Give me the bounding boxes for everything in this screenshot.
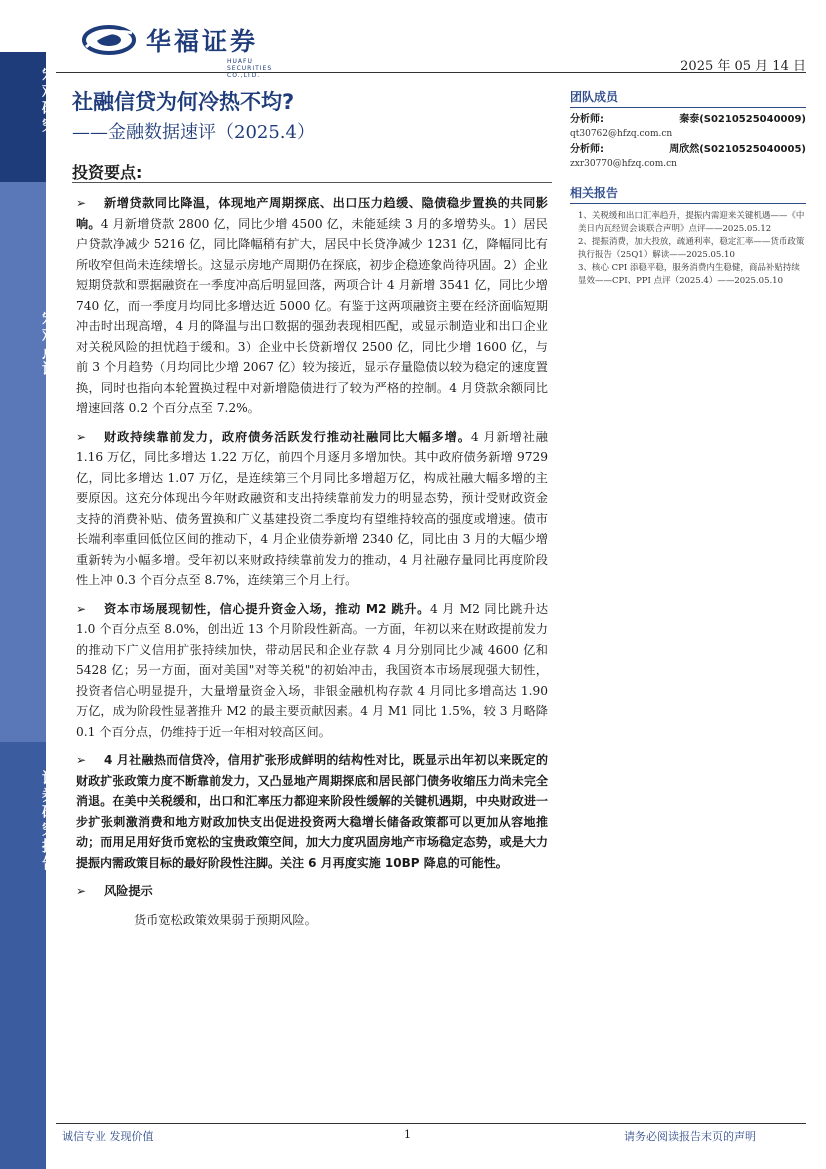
sidebar-tag-research: 宏观研究	[40, 66, 58, 134]
arrow-icon: ➢	[76, 601, 87, 616]
analyst-role: 分析师:	[570, 144, 604, 155]
related-report-item[interactable]: 3、核心 CPI 添稳平稳，服务消费内生稳健，商品补贴持续显效——CPI、PPI 点评（2025.4）——2025.05.10	[578, 263, 800, 286]
page-subtitle: ——金融数据速评（2025.4）	[72, 122, 315, 143]
analyst-row	[570, 142, 806, 157]
sidebar-tag-comment: 宏观点评	[40, 310, 58, 378]
analyst-name: 秦泰(S0210525040009)	[679, 114, 806, 125]
summary-divider	[72, 182, 552, 183]
risk-heading	[72, 881, 548, 902]
brand-name: 华福证券	[146, 27, 259, 56]
logo-mark-icon	[82, 25, 136, 55]
analyst-name: 周欣然(S0210525040005)	[669, 144, 806, 155]
summary-heading: 投资要点:	[72, 163, 143, 182]
point-lead: 财政持续靠前发力，政府债务活跃发行推动社融同比大幅多增。	[104, 429, 471, 444]
analyst-role: 分析师:	[570, 114, 604, 125]
point-2	[72, 427, 548, 591]
footer-divider	[56, 1123, 806, 1124]
related-report-item[interactable]: 2、提振消费，加大投放，疏通利率，稳定汇率——货币政策执行报告（25Q1）解读——2025.05.10	[578, 237, 805, 260]
related-reports-list	[570, 210, 806, 288]
report-date: 2025 年 05 月 14 日	[680, 59, 806, 74]
risk-heading-text: 风险提示	[104, 884, 153, 898]
sidebar-block-mid	[0, 182, 46, 742]
point-lead: 新增贷款同比降温，体现地产周期探底、出口压力趋缓、隐债稳步置换的共同影响。	[76, 196, 548, 231]
analyst-list	[570, 112, 806, 172]
point-body: 4 月 M2 同比跳升达 1.0 个百分点至 8.0%，创出近 13 个月阶段性新高。一方面，年初以来在财政提前发力的推动下广义信用扩张持续加快，带动居民和企业存款 4 月分别同比少减 4600 亿和 5428 亿；另一方面，面对美国"对等关税"的初始冲击，我国资本市场展现强大韧性，投资者信心明显提升，大量增量资金入场，非银金融机构存款 4 月同比多增高达 1.90 万亿，成为阶段性显著推升 M2 的最主要贡献因素。4 月 M1 同比 1.5%，较 3 月略降 0.1 个百分点，仍维持于近一年相对较高区间。	[76, 601, 549, 739]
analyst-email[interactable]: zxr30770@hfzq.com.cn	[570, 159, 677, 169]
analyst-email[interactable]: qt30762@hfzq.com.cn	[570, 129, 673, 139]
risk-text: 货币宽松政策效果弱于预期风险。	[134, 912, 317, 927]
footer-disclaimer: 请务必阅读报告末页的声明	[624, 1130, 756, 1143]
footer-slogan: 诚信专业 发现价值	[62, 1130, 154, 1143]
point-body: 4 月新增贷款 2800 亿，同比少增 4500 亿，未能延续 3 月的多增势头。1）居民户贷款净减少 5216 亿，同比降幅稍有扩大，居民中长贷净减少 1231 亿，降幅同比有所收窄但尚未连续增长。这显示房地产周期仍在探底，初步企稳迹象尚待巩固。2）企业短期贷款和票据融资在一季度冲高后明显回落，两项合计 4 月新增 3541 亿，同比少增 740 亿，而一季度月均同比多增达近 5000 亿。有鉴于这两项融资主要在经济面临短期冲击时出现高增，4 月的降温与出口数据的强劲表现相匹配，或显示制造业和出口企业对关税风险的担忧趋于缓和。3）企业中长贷新增仅 2500 亿，同比少增 1600 亿，与前 3 个月趋势（月均同比少增 2067 亿）较为接近，显示存量隐债以较为稳定的速度置换，同时也指向本轮置换过程中对新增隐债进行了较为严格的控制。4 月贷款余额同比增速回落 0.2 个百分点至 7.2%。	[76, 216, 548, 415]
sidebar-tag-report: 证券研究报告	[40, 770, 58, 872]
analyst-row	[570, 112, 806, 127]
point-1	[72, 193, 548, 419]
point-body: 4 月新增社融 1.16 万亿，同比多增达 1.22 万亿，前四个月逐月多增加快。其中政府债务新增 9729 亿，同比多增达 1.07 万亿，是连续第三个月同比多增超万亿，构成社融大幅多增的主要原因。这充分体现出今年财政融资和支出持续靠前发力的明显态势，预计受财政资金支持的消费补贴、债务置换和广义基建投资二季度均有望维持较高的强度或增速。债市长端利率重回低位区间的推动下，4 月企业债券新增 2340 亿，同比由 3 月的大幅少增重新转为小幅多增。受年初以来财政持续靠前发力的推动，4 月社融存量同比再度阶段性上冲 0.3 个百分点至 8.7%，连续第三个月上行。	[76, 429, 548, 587]
page-title: 社融信贷为何冷热不均?	[72, 90, 295, 114]
arrow-icon: ➢	[76, 884, 87, 898]
brand-name-en: HUAFU SECURITIES CO.,LTD.	[227, 58, 273, 79]
arrow-icon: ➢	[76, 196, 87, 210]
related-report-item[interactable]: 1、关税缓和出口汇率趋升，提振内需迎来关键机遇——《中美日内瓦经贸会谈联合声明》点评——2025.05.12	[578, 211, 805, 234]
arrow-icon: ➢	[76, 429, 87, 444]
point-lead: 资本市场展现韧性，信心提升资金入场，推动 M2 跳升。	[104, 601, 430, 616]
related-reports-heading: 相关报告	[570, 184, 806, 204]
point-3	[72, 599, 548, 743]
arrow-icon: ➢	[76, 753, 87, 767]
right-panel	[570, 88, 806, 288]
team-heading: 团队成员	[570, 88, 806, 108]
page-number: 1	[404, 1128, 411, 1141]
brand-logo	[82, 22, 273, 79]
sidebar	[0, 0, 58, 1169]
key-points	[72, 193, 548, 930]
header-divider	[56, 72, 806, 73]
point-4	[72, 750, 548, 873]
point-body: 4 月社融热而信贷冷，信用扩张形成鲜明的结构性对比，既显示出年初以来既定的财政扩张政策力度不断靠前发力，又凸显地产周期探底和居民部门债务收缩压力尚未完全消退。在美中关税缓和，出口和汇率压力都迎来阶段性缓解的关键机遇期，中央财政进一步扩张刺激消费和地方财政加快支出促进投资两大稳增长储备政策都可以更加从容地推动；而用足用好货币宽松的宝贵政策空间，加大力度巩固房地产市场稳定态势，或是大力提振内需政策目标的最好阶段性注脚。关注 6 月再度实施 10BP 降息的可能性。	[76, 753, 548, 870]
